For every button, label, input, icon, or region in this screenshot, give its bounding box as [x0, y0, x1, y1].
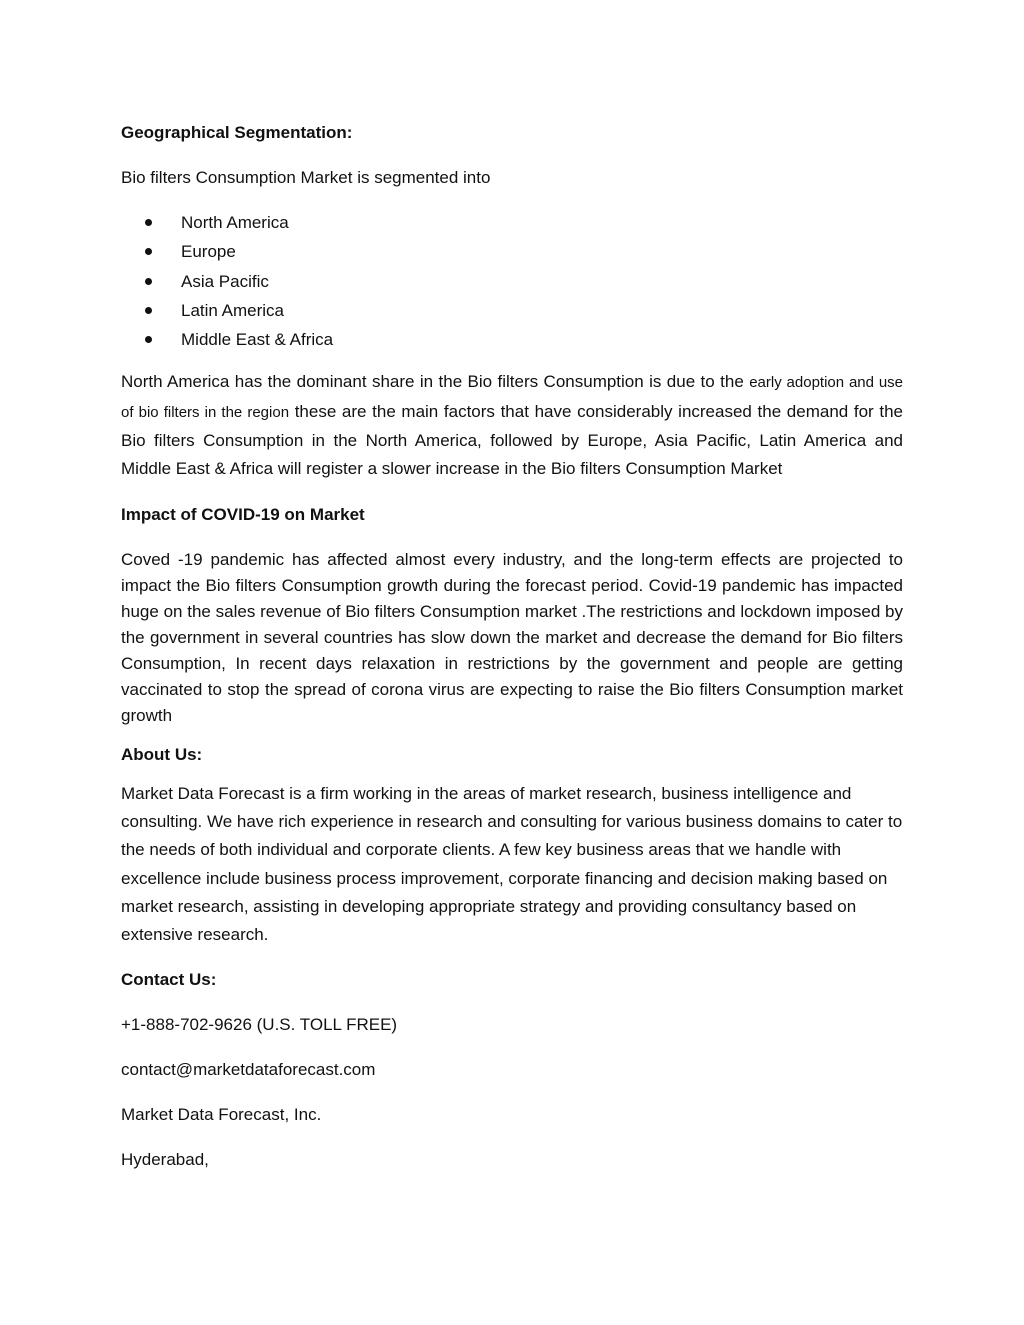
covid-heading: Impact of COVID-19 on Market [121, 504, 365, 524]
bullet-icon [145, 307, 152, 314]
contact-email: contact@marketdataforecast.com [121, 1060, 376, 1080]
document-page [121, 120, 903, 1173]
about-paragraph: Market Data Forecast is a firm working in the areas of market research, business intelligence and consulting. We have rich experience in research and consulting for various business domains to cater to the needs of both individual and corporate clients. A few key business areas that we handle with excellence include business process improvement, corporate financing and decision making based on market research, assisting in developing appropriate strategy and providing consultancy based on extensive research. [121, 783, 903, 945]
geo-heading: Geographical Segmentation: [121, 123, 353, 142]
contact-city: Hyderabad, [121, 1150, 209, 1170]
covid-paragraph: Coved -19 pandemic has affected almost every industry, and the long-term effects are projected to impact the Bio filters Consumption growth during the forecast period. Covid-19 pandemic has impacted huge on the sales revenue of Bio filters Consumption market .The restrictions and lockdown imposed by the government in several countries has slow down the market and decrease the demand for Bio filters Consumption, In recent days relaxation in restrictions by the government and people are getting vaccinated to stop the spread of corona virus are expecting to raise the Bio filters Consumption market growth [121, 549, 903, 725]
bullet-icon [145, 219, 152, 226]
list-item: Europe [121, 237, 903, 266]
list-item: Latin America [121, 296, 903, 325]
about-heading: About Us: [121, 744, 203, 764]
bullet-icon [145, 278, 152, 285]
contact-company: Market Data Forecast, Inc. [121, 1105, 322, 1125]
bullet-icon [145, 336, 152, 343]
contact-phone: +1-888-702-9626 (U.S. TOLL FREE) [121, 1015, 398, 1035]
geo-intro: Bio filters Consumption Market is segmented into [121, 168, 491, 187]
bullet-icon [145, 248, 152, 255]
list-item: North America [121, 208, 903, 237]
geo-paragraph: North America has the dominant share in the Bio filters Consumption is due to the early adoption and use of bio filters in the region these are the main factors that have considerably increased the demand for the Bio filters Consumption in the North America, followed by Europe, Asia Pacific, Latin America and Middle East & Africa will register a slower increase in the Bio filters Consumption Market [121, 372, 904, 479]
region-list [121, 208, 903, 354]
list-item: Middle East & Africa [121, 325, 903, 354]
contact-heading: Contact Us: [121, 970, 217, 990]
list-item: Asia Pacific [121, 267, 903, 296]
